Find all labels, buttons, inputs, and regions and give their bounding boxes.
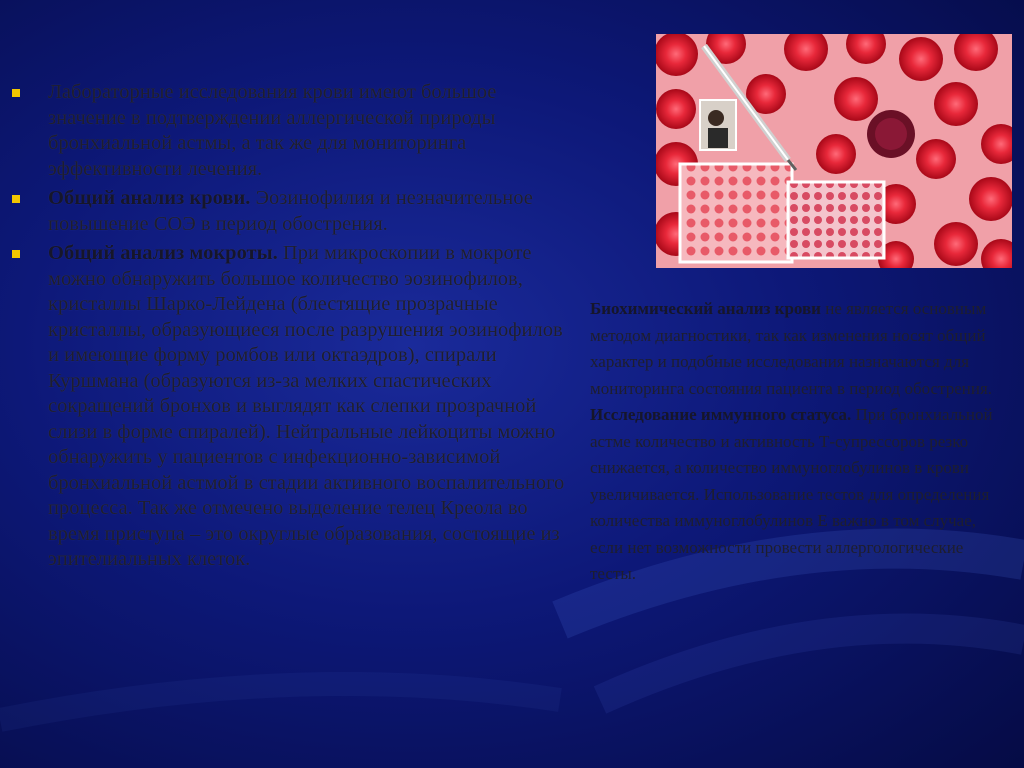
paragraph-heading: Исследование иммунного статуса. bbox=[590, 405, 852, 424]
bullet-item-lab-tests bbox=[12, 80, 572, 182]
paragraph-heading: Биохимический анализ крови bbox=[590, 299, 821, 318]
bullet-square-icon bbox=[12, 89, 20, 97]
biochemical-paragraph bbox=[590, 296, 1010, 402]
bullet-text: Лабораторные исследования крови имеют большое значение в подтверждении аллергической природы бронхиальной астмы, а так же для мониторинга эффективности лечения. bbox=[48, 81, 497, 180]
right-text-block bbox=[590, 296, 1010, 588]
bullet-text: При микроскопии в мокроте можно обнаружить большое количество эозинофилов, кристаллы Шарко-Лейдена (блестящие прозрачные кристаллы, образующиеся после разрушения эозинофилов и имеющие форму ромбов или октаэдров), спирали Куршмана (образуются из-за мелких спастических сокращений бронхов и выглядят как слепки прозрачной слизи в форме спиралей). Нейтральные лейкоциты можно обнаружить у пациентов с инфекционно-зависимой бронхиальной астмой в стадии активного воспалительного процесса. Так же отмечено выделение телец Креола во время приступа – это округлые образования, состоящие из эпителиальных клеток. bbox=[48, 242, 565, 570]
paragraph-text: не является основным методом диагностики, так как изменения носят общий характер и подобные исследования назначаются для мониторинга состояния пациента в период обострения. bbox=[590, 299, 993, 398]
paragraph-text: При бронхиальной астме количество и активность Т-супрессоров резко снижается, а количество иммуноглобулинов в крови увеличивается. Использование тестов для определения количества иммуноглобулинов Е важно в том случае, если нет возможности провести аллергологические тесты. bbox=[590, 405, 993, 583]
bullet-list bbox=[12, 80, 572, 577]
bullet-item-sputum-test bbox=[12, 241, 572, 573]
blood-cells-image bbox=[656, 34, 1012, 268]
immune-status-paragraph bbox=[590, 402, 1010, 588]
bullet-item-blood-test bbox=[12, 186, 572, 237]
bullet-square-icon bbox=[12, 250, 20, 258]
bullet-text: Эозинофилия и незначительное повышение СОЭ в период обострения. bbox=[48, 187, 533, 235]
bullet-heading: Общий анализ крови. bbox=[48, 187, 251, 209]
bullet-heading: Общий анализ мокроты. bbox=[48, 242, 278, 264]
bullet-square-icon bbox=[12, 195, 20, 203]
